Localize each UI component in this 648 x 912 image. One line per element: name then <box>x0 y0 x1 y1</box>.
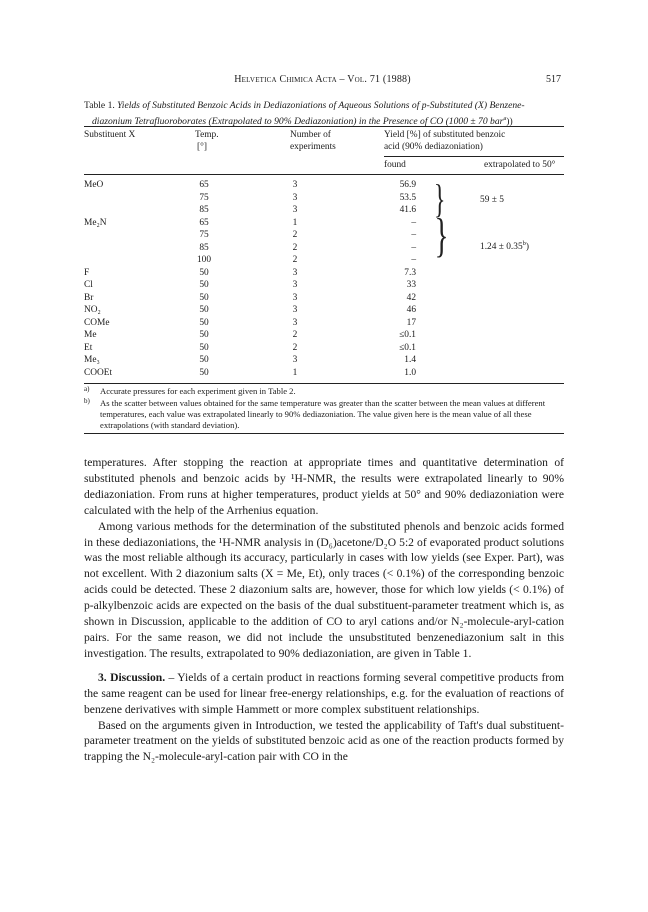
cell-found: – <box>411 255 416 265</box>
cell-temp: 50 <box>199 267 209 278</box>
cell-found: 33 <box>406 280 416 290</box>
cell-substituent: Et <box>84 342 93 353</box>
brace-meo: } <box>433 176 446 221</box>
cell-experiments: 3 <box>292 205 298 215</box>
cell-temp: 85 <box>199 242 209 253</box>
paragraph-1: temperatures. After stopping the reaction at appropriate times and quantitative determination of substituted phenols and benzoic acids by ¹H-NMR, the results were extrapolated linearly to 90% dediazoniation. From runs at higher temperatures, product yields at 50° and 90% dediazoniation were calculated with the help of the Arrhenius equation. <box>84 456 564 517</box>
cell-experiments: 2 <box>292 230 298 240</box>
table-header-rule <box>84 174 564 175</box>
cell-found: 46 <box>406 305 416 315</box>
extrap-me2n-ref: b <box>522 240 526 247</box>
cell-found: 1.4 <box>404 355 416 365</box>
body-text <box>84 455 564 765</box>
cell-found: 42 <box>406 292 416 303</box>
cell-temp: 50 <box>199 292 209 303</box>
cell-found: ≤0.1 <box>399 330 416 340</box>
caption-line-1: Yields of Substituted Benzoic Acids in Dediazoniations of Aqueous Solutions of p-Substituted (X) Benzene- <box>117 100 525 111</box>
cell-experiments: 3 <box>292 355 298 365</box>
cell-experiments: 3 <box>292 280 298 290</box>
cell-temp: 50 <box>199 280 209 290</box>
caption-footnote-ref: a <box>503 115 507 122</box>
cell-found: ≤0.1 <box>399 342 416 353</box>
cell-experiments: 1 <box>292 217 298 228</box>
cell-found: – <box>411 230 416 240</box>
extrap-me2n-end: ) <box>525 242 530 253</box>
cell-substituent: Cl <box>84 280 93 290</box>
cell-experiments: 1 <box>292 367 298 378</box>
cell-experiments: 3 <box>292 267 298 278</box>
table-top-rule <box>84 126 564 127</box>
caption-line-2: diazonium Tetrafluoroborates (Extrapolated to 90% Dediazoniation) in the Presence of CO (1000 ± 70 bar <box>92 116 504 128</box>
header-yield: Yield [%] of substituted benzoic <box>384 130 506 140</box>
paragraph-4: Based on the arguments given in Introduction, we tested the applicability of Taft's dual substituent-parameter treatment on the yields of substituted benzoic acid as one of the reaction products formed by trapping the N₂-molecule-aryl-cation pair with CO in the <box>84 718 564 764</box>
cell-temp: 50 <box>199 330 209 340</box>
header-temp: Temp. <box>195 130 219 140</box>
cell-found: 1.0 <box>404 367 416 378</box>
journal-title: Helvetica Chimica Acta – Vol. 71 (1988) <box>234 74 411 85</box>
cell-temp: 50 <box>199 317 209 328</box>
cell-temp: 75 <box>199 230 209 240</box>
cell-experiments: 2 <box>292 330 298 340</box>
cell-temp: 65 <box>199 180 209 190</box>
cell-substituent: COOEt <box>84 367 113 378</box>
cell-substituent: Br <box>84 292 94 303</box>
footnote-a-mark: a) <box>84 385 90 393</box>
table-caption <box>84 99 564 128</box>
cell-experiments: 3 <box>292 180 298 190</box>
footnote-a-text: Accurate pressures for each experiment given in Table 2. <box>100 386 296 396</box>
header-extrapolated: extrapolated to 50° <box>484 160 556 170</box>
cell-found: 7.3 <box>404 267 416 278</box>
cell-substituent: Me₃ <box>84 355 100 365</box>
cell-found: – <box>411 242 416 253</box>
table-footnote-rule <box>84 383 564 384</box>
page-number: 517 <box>546 74 561 85</box>
cell-found: – <box>411 217 416 228</box>
paragraph-3 <box>84 670 564 718</box>
extrap-meo: 59 ± 5 <box>480 195 504 205</box>
cell-substituent: MeO <box>84 180 104 190</box>
caption-label: Table 1. <box>84 100 115 111</box>
cell-temp: 50 <box>199 305 209 315</box>
cell-experiments: 3 <box>292 317 298 328</box>
footnote-a <box>84 386 564 397</box>
footnote-b-mark: b) <box>84 397 90 405</box>
paragraph-3-text: – Yields of a certain product in reactions forming several competitive products from the same reagent can be used for linear free-energy relationships, e.g. for the evaluation of reactions of benzene derivatives with simple Hammett or more complex substituent relationships. <box>84 670 564 716</box>
header-number-2: experiments <box>290 142 336 152</box>
cell-experiments: 3 <box>292 292 298 303</box>
header-temp-unit: [°] <box>197 142 207 152</box>
cell-substituent: Me <box>84 330 97 340</box>
cell-substituent: Me₂N <box>84 217 107 228</box>
cell-temp: 100 <box>196 255 212 265</box>
cell-found: 41.6 <box>399 205 416 215</box>
extrap-me2n-value: 1.24 ± 0.35 <box>480 242 523 253</box>
table-bottom-rule <box>84 433 564 434</box>
paragraph-2: Among various methods for the determination of the substituted phenols and benzoic acids formed in these dediazoniations, the ¹H-NMR analysis in (D₆)acetone/D₂O 5:2 of evaporated product solutions was the most reliable although its accuracy, particularly in cases with low yields (see Exper. Part), was not excellent. With 2 diazonium salts (X = Me, Et), only traces (< 0.1%) of the corresponding benzoic acids could be detected. These 2 diazonium salts are, however, those for which low yields (< 0.1%) of p-alkylbenzoic acids are expected on the basis of the dual substituent-parameter treatment which is, as shown in Discussion, applicable to the addition of CO to aryl cations and/or N₂-molecule-aryl-cation pairs. For the same reason, we did not include the unsubstituted benzenediazonium salt in this investigation. The results, extrapolated to 90% dediazoniation, are given in Table 1. <box>84 519 564 660</box>
footnote-b <box>84 398 564 431</box>
header-substituent: Substituent X <box>84 130 136 140</box>
cell-found: 53.5 <box>399 192 416 203</box>
caption-end: )) <box>506 116 513 128</box>
cell-substituent: COMe <box>84 317 110 328</box>
cell-temp: 50 <box>199 355 209 365</box>
running-header <box>84 74 561 88</box>
cell-experiments: 2 <box>292 255 298 265</box>
cell-found: 56.9 <box>399 180 416 190</box>
cell-experiments: 3 <box>292 192 298 203</box>
discussion-heading: 3. Discussion. <box>98 670 166 684</box>
cell-temp: 65 <box>199 217 209 228</box>
cell-temp: 85 <box>199 205 209 215</box>
cell-experiments: 2 <box>292 342 298 353</box>
cell-found: 17 <box>406 317 416 328</box>
cell-experiments: 2 <box>292 242 298 253</box>
header-number: Number of <box>290 130 331 140</box>
brace-me2n: } <box>434 209 449 262</box>
cell-substituent: NO₂ <box>84 305 101 315</box>
cell-substituent: F <box>84 267 90 278</box>
header-yield-2: acid (90% dediazoniation) <box>384 142 483 152</box>
header-found: found <box>384 160 406 170</box>
extrap-me2n <box>480 238 529 254</box>
cell-temp: 50 <box>199 367 209 378</box>
cell-temp: 50 <box>199 342 209 353</box>
cell-experiments: 3 <box>292 305 298 315</box>
yield-subheader-rule <box>384 156 564 157</box>
footnote-b-text: As the scatter between values obtained for the same temperature was greater than the scatter between the mean values at different temperatures, each value was extrapolated linearly to 90% dediazoniation. The value given here is the mean value of all these extrapolations (with standard deviation). <box>100 398 546 430</box>
cell-temp: 75 <box>199 192 209 203</box>
